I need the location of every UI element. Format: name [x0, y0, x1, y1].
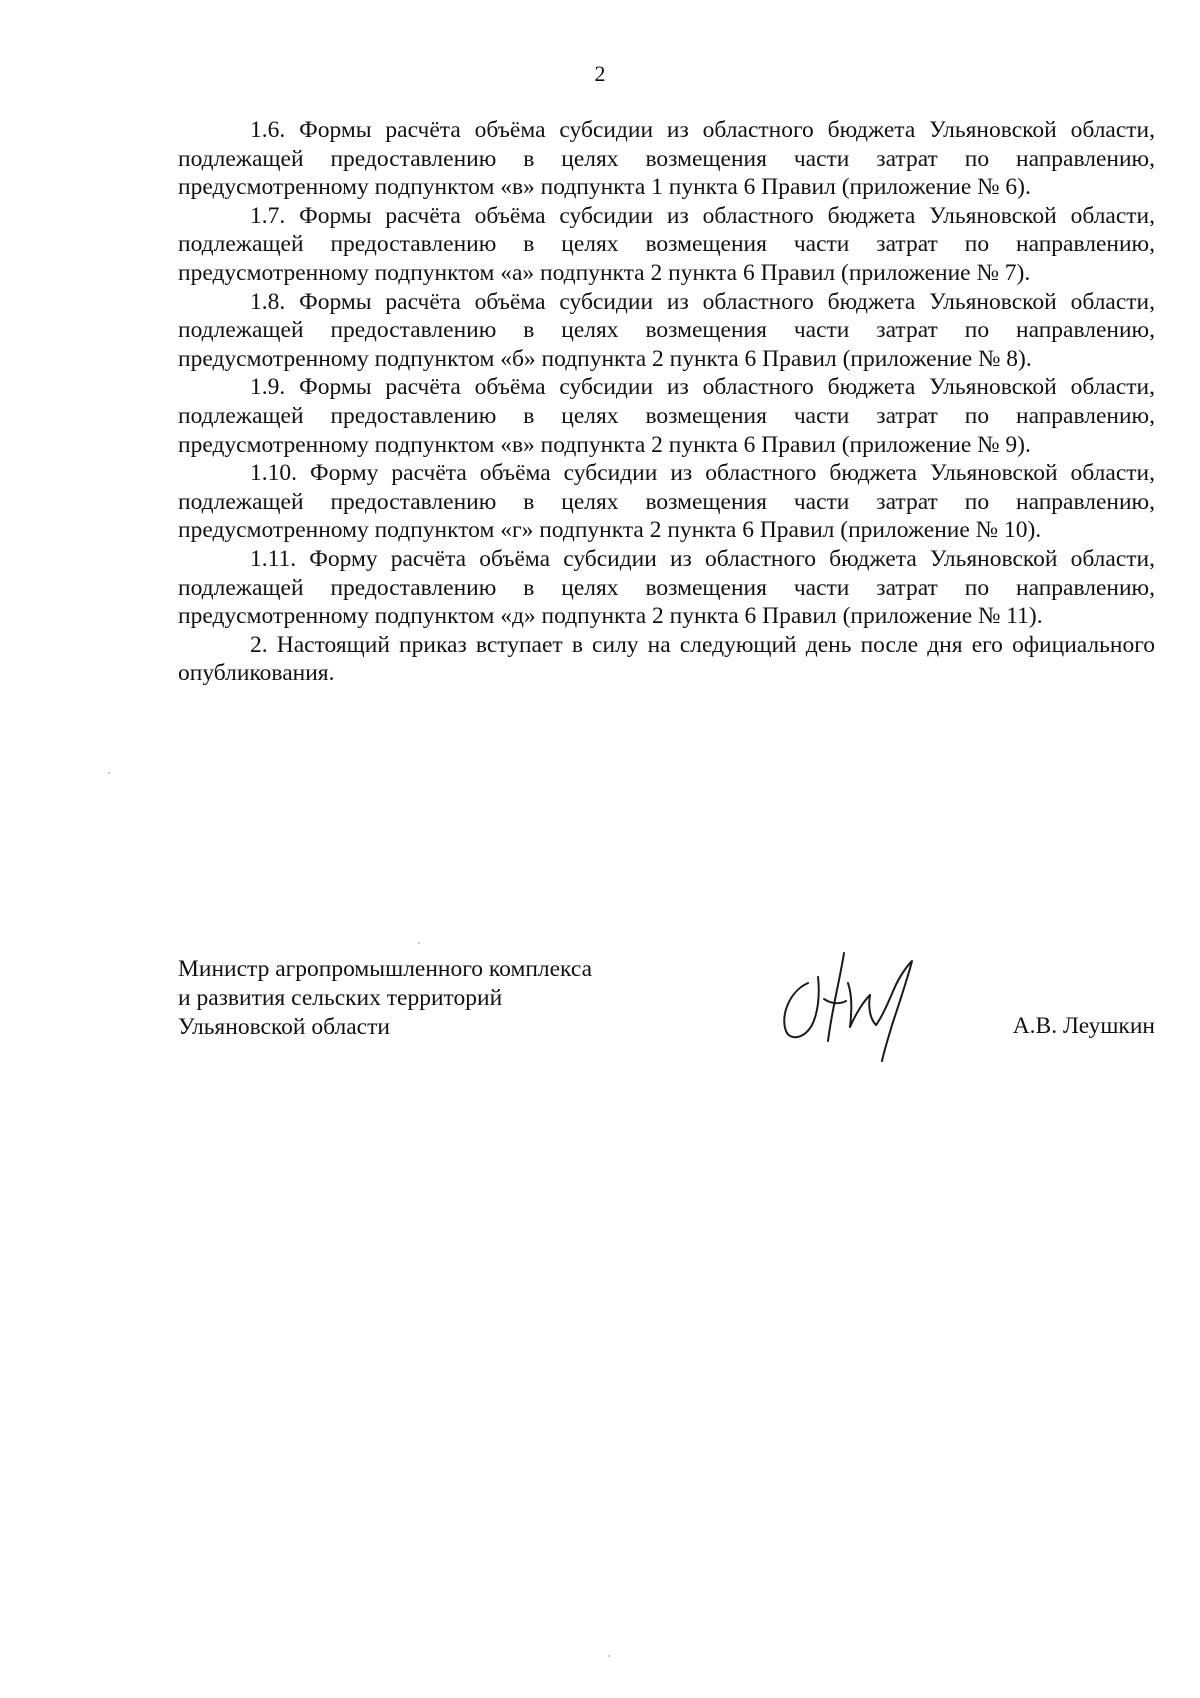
- paragraph-1-6: 1.6. Формы расчёта объёма субсидии из областного бюджета Ульяновской области, подлежащей предоставлению в целях возмещения части затрат по направлению, предусмотренному подпунктом «в» подпункта 1 пункта 6 Правил (приложение № 6).: [178, 117, 1155, 201]
- scan-speck: [608, 1655, 610, 1657]
- paragraph-1-11: 1.11. Форму расчёта объёма субсидии из областного бюджета Ульяновской области, подлежащей предоставлению в целях возмещения части затрат по направлению, предусмотренному подпунктом «д» подпункта 2 пункта 6 Правил (приложение № 11).: [178, 545, 1155, 630]
- paragraph-1-9: 1.9. Формы расчёта объёма субсидии из областного бюджета Ульяновской области, подлежащей предоставлению в целях возмещения части затрат по направлению, предусмотренному подпунктом «в» подпункта 2 пункта 6 Правил (приложение № 9).: [178, 374, 1155, 458]
- handwritten-signature: [778, 943, 928, 1063]
- scan-speck: [418, 942, 420, 944]
- paragraph-2: 2. Настоящий приказ вступает в силу на следующий день после дня его официального опубликования.: [178, 631, 1155, 687]
- paragraph-1-8: 1.8. Формы расчёта объёма субсидии из областного бюджета Ульяновской области, подлежащей предоставлению в целях возмещения части затрат по направлению, предусмотренному подпунктом «б» подпункта 2 пункта 6 Правил (приложение № 8).: [178, 288, 1155, 372]
- paragraph-1-7: 1.7. Формы расчёта объёма субсидии из областного бюджета Ульяновской области, подлежащей предоставлению в целях возмещения части затрат по направлению, предусмотренному подпунктом «а» подпункта 2 пункта 6 Правил (приложение № 7).: [178, 202, 1155, 286]
- signatory-title-line: и развития сельских территорий: [178, 985, 503, 1011]
- signatory-name: А.В. Леушкин: [1012, 1013, 1155, 1039]
- paragraph-1-10: 1.10. Форму расчёта объёма субсидии из областного бюджета Ульяновской области, подлежащей предоставлению в целях возмещения части затрат по направлению, предусмотренному подпунктом «г» подпункта 2 пункта 6 Правил (приложение № 10).: [178, 460, 1155, 544]
- signatory-title: [178, 955, 592, 1042]
- signatory-title-line: Министр агропромышленного комплекса: [178, 956, 593, 982]
- signatory-title-line: Ульяновской области: [178, 1014, 390, 1040]
- document-body: [178, 116, 1155, 688]
- signature-block: [178, 955, 1155, 1085]
- scan-speck: [108, 772, 110, 774]
- page-number: 2: [594, 61, 606, 86]
